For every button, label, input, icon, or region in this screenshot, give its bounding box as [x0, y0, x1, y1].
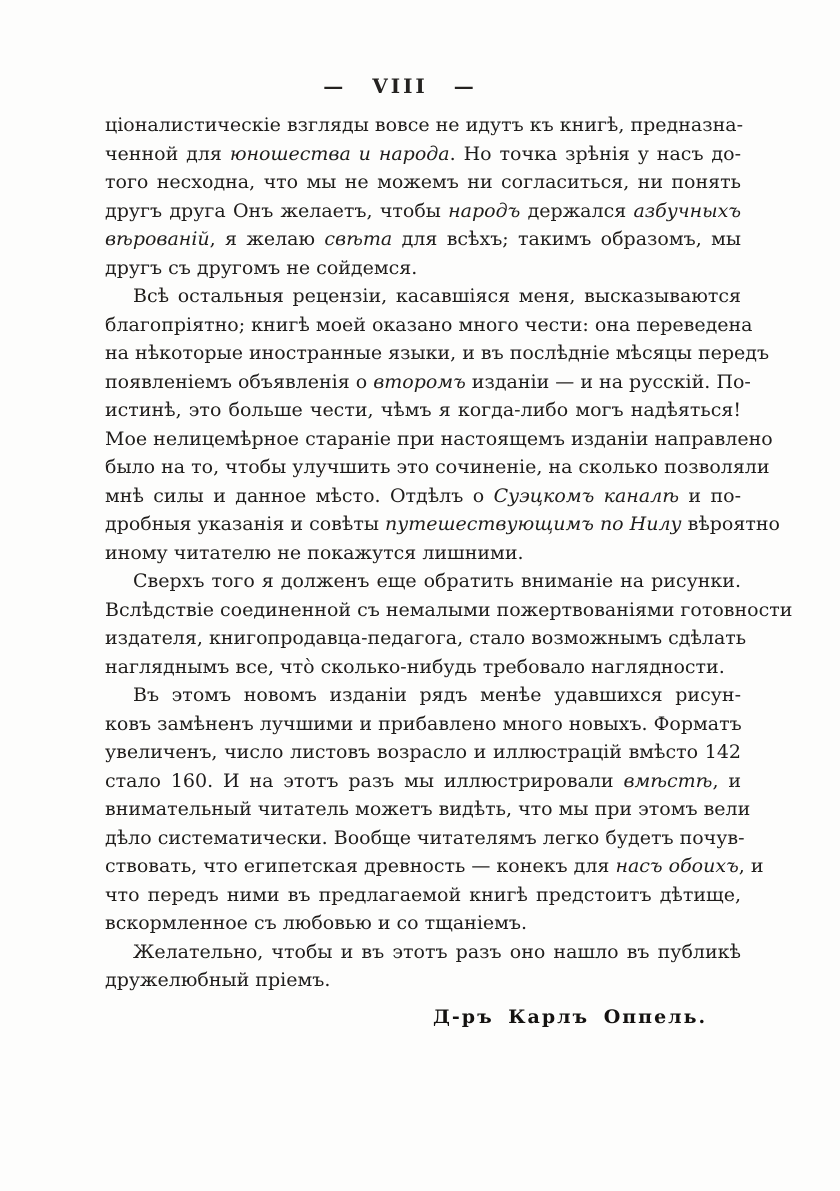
italic-text-segment: насъ обоихъ — [615, 855, 739, 877]
text-segment: Всѣ остальныя рецензіи, касавшіяся меня, высказываются — [133, 285, 741, 307]
text-line — [105, 111, 744, 140]
text-line — [105, 396, 741, 425]
text-segment: того несходна, что мы не можемъ ни согласиться, ни понять — [105, 171, 741, 193]
text-segment: иному читателю не покажутся лишними. — [105, 541, 524, 564]
text-line — [105, 738, 741, 767]
italic-text-segment: вѣрованій — [105, 228, 210, 250]
italic-text-segment: юношества и народа — [229, 142, 450, 165]
text-line — [105, 539, 741, 568]
text-segment: Вслѣдствіе соединенной съ немалыми пожертвованіями готовности — [105, 598, 793, 621]
text-line — [105, 824, 745, 853]
italic-text-segment: вмѣстѣ — [623, 769, 713, 792]
text-segment: , и — [738, 855, 764, 877]
text-line — [105, 938, 741, 967]
italic-text-segment: азбучныхъ — [633, 199, 741, 222]
text-line — [105, 453, 770, 482]
text-line — [105, 368, 751, 397]
italic-text-segment: Суэцкомъ каналѣ — [493, 484, 680, 507]
text-segment: , я желаю — [209, 228, 325, 250]
text-segment: мнѣ силы и данное мѣсто. Отдѣлъ о — [105, 484, 494, 507]
text-line — [105, 425, 773, 454]
text-line — [105, 567, 741, 596]
text-segment: издателя, книгопродавца-педагога, стало возможнымъ сдѣлать — [105, 627, 747, 649]
author-signature: Д-ръ Карлъ Оппель. — [433, 1006, 708, 1028]
text-line — [105, 339, 770, 368]
text-line — [105, 767, 741, 796]
text-segment: Желательно, чтобы и въ этотъ разъ оно нашло въ публикѣ — [133, 940, 741, 963]
text-line — [105, 311, 753, 340]
text-line — [105, 681, 741, 710]
text-line — [105, 881, 741, 910]
text-line — [105, 254, 741, 283]
text-segment: держался — [520, 199, 634, 222]
text-line — [105, 282, 741, 311]
text-segment: изданіи — и на русскій. По- — [465, 370, 751, 393]
text-segment: внимательный читатель можетъ видѣть, что мы при этомъ вели — [105, 798, 751, 820]
text-segment: , и — [712, 769, 741, 792]
text-segment: увеличенъ, число листовъ возрасло и иллюстрацій вмѣсто 142 — [105, 741, 741, 763]
text-segment: истинѣ, это больше чести, чѣмъ я когда-либо могъ надѣяться! — [105, 399, 741, 421]
text-segment: ствовать, что египетская древность — конекъ для — [105, 855, 616, 877]
text-segment: Мое нелицемѣрное стараніе при настоящемъ изданіи направлено — [105, 427, 773, 450]
text-line — [105, 653, 741, 682]
text-segment: стало 160. И на этотъ разъ мы иллюстрировали — [105, 769, 624, 792]
text-line — [105, 510, 780, 539]
text-line — [105, 140, 741, 169]
text-segment: было на то, чтобы улучшить это сочиненіе, на сколько позволяли — [105, 456, 770, 478]
text-segment: ковъ замѣненъ лучшими и прибавлено много новыхъ. Форматъ — [105, 712, 742, 735]
text-segment: . Но точка зрѣнія у насъ до- — [449, 142, 741, 165]
text-segment: дробныя указанія и совѣты — [105, 513, 385, 535]
page-number-header: — VIII — — [323, 74, 477, 98]
text-segment: на нѣкоторые иностранные языки, и въ послѣдніе мѣсяцы передъ — [105, 342, 770, 364]
italic-text-segment: народъ — [448, 199, 521, 222]
text-line — [105, 596, 793, 625]
text-line — [105, 966, 741, 995]
text-segment: появленіемъ объявленія о — [105, 370, 374, 393]
text-segment: что передъ ними въ предлагаемой книгѣ предстоитъ дѣтище, — [105, 883, 741, 906]
text-segment: другъ съ другомъ не сойдемся. — [105, 256, 418, 279]
text-segment: другъ друга Онъ желаетъ, чтобы — [105, 199, 449, 222]
text-line — [105, 624, 747, 653]
text-line — [105, 710, 741, 739]
text-segment: вѣроятно — [681, 513, 780, 535]
italic-text-segment: путешествующимъ по Нилу — [385, 513, 682, 535]
text-segment: ченной для — [105, 142, 230, 165]
text-segment: ціоналистическіе взгляды вовсе не идутъ къ книгѣ, предназна- — [105, 114, 744, 136]
page-body — [105, 111, 793, 995]
italic-text-segment: свѣта — [324, 228, 393, 250]
text-line — [105, 795, 751, 824]
text-segment: благопріятно; книгѣ моей оказано много чести: она переведена — [105, 313, 753, 336]
text-line — [105, 197, 741, 226]
text-segment: для всѣхъ; такимъ образомъ, мы — [392, 228, 741, 250]
text-segment: дѣло систематически. Вообще читателямъ легко будетъ почув- — [105, 826, 745, 849]
text-segment: Сверхъ того я долженъ еще обратить вниманіе на рисунки. — [133, 570, 741, 592]
text-line — [105, 168, 741, 197]
text-segment: нагляднымъ все, что̀ сколько-нибудь требовало наглядности. — [105, 655, 725, 678]
text-segment: вскормленное съ любовью и со тщаніемъ. — [105, 912, 528, 934]
text-line — [105, 909, 741, 938]
text-segment: и по- — [679, 484, 741, 507]
text-line — [105, 852, 764, 881]
text-line — [105, 225, 741, 254]
text-line — [105, 482, 741, 511]
text-segment: Въ этомъ новомъ изданіи рядъ менѣе удавшихся рисун- — [133, 684, 741, 706]
italic-text-segment: второмъ — [373, 370, 466, 393]
text-segment: дружелюбный пріемъ. — [105, 969, 331, 991]
